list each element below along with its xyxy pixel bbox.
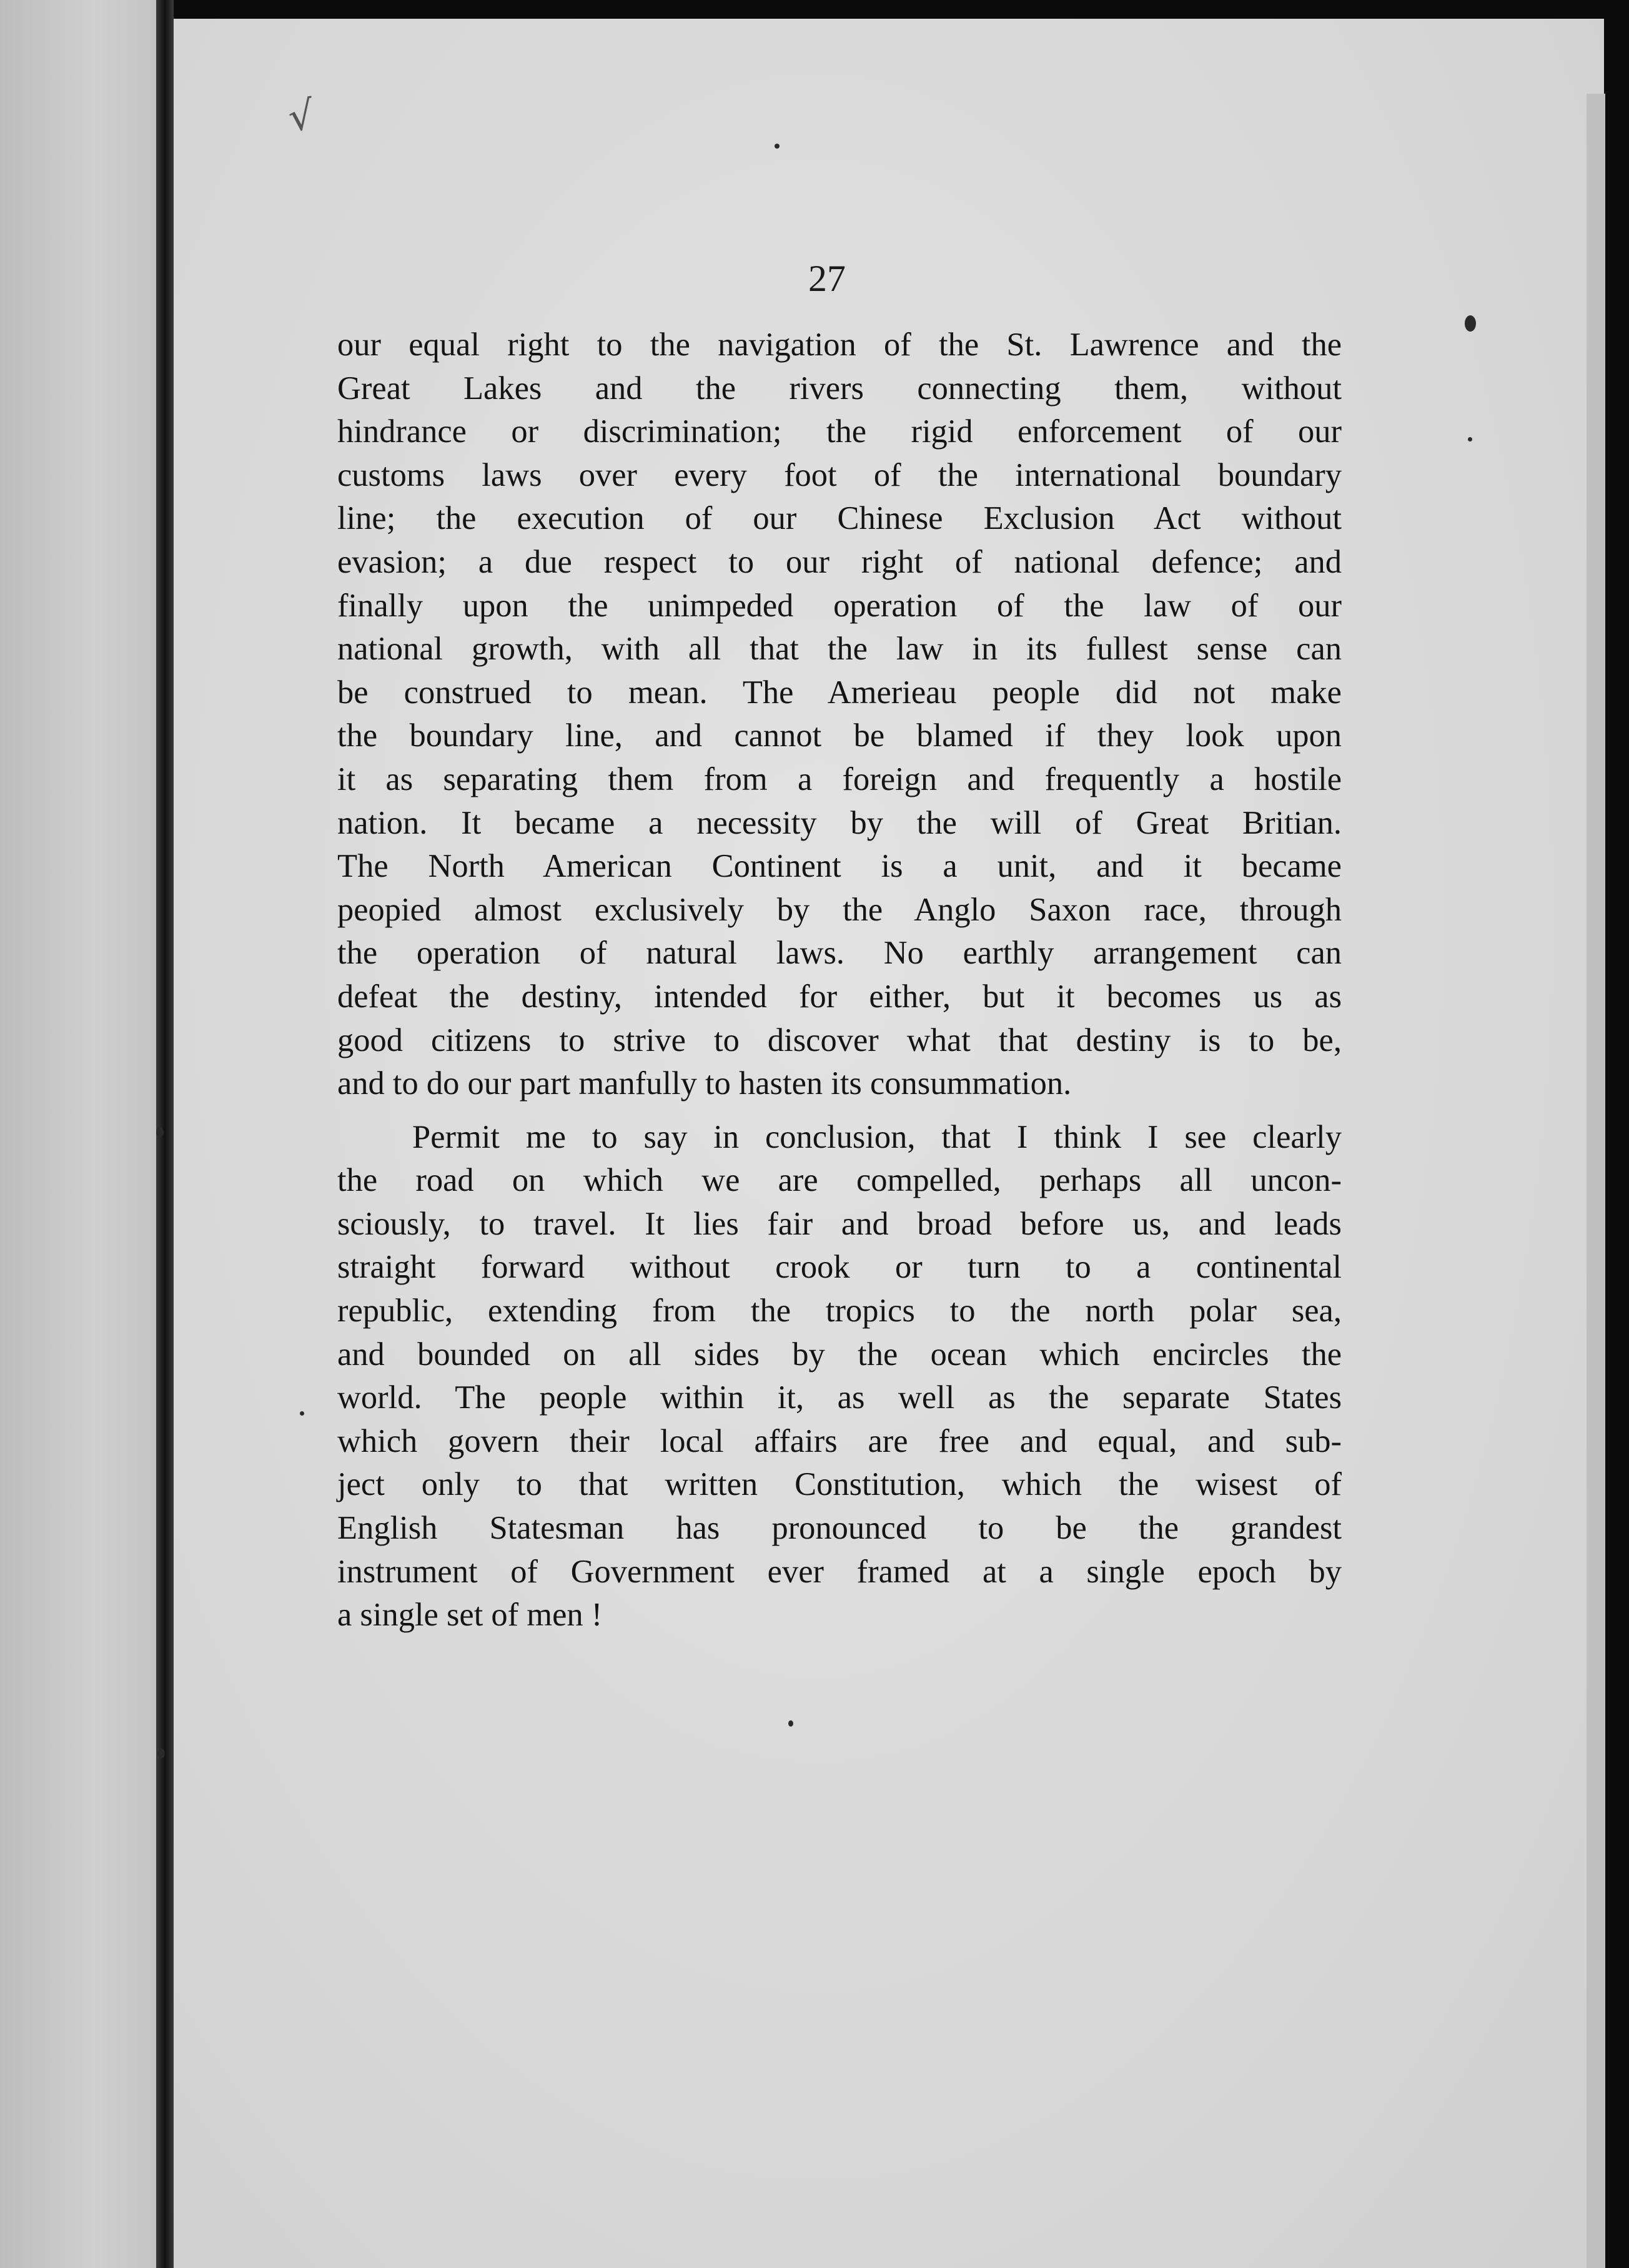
text-line: and to do our part manfully to hasten its consummation. xyxy=(337,1065,1072,1102)
scan-speck xyxy=(156,1127,164,1137)
text-line: straight forward without crook or turn to a continental xyxy=(337,1249,1342,1286)
scan-speck xyxy=(1468,437,1472,441)
text-line: evasion; a due respect to our right of national defence; and xyxy=(337,543,1342,580)
text-line: which govern their local affairs are free and equal, and sub- xyxy=(337,1422,1342,1459)
scan-speck xyxy=(775,144,780,149)
facing-page-edge xyxy=(0,0,156,2268)
text-line: good citizens to strive to discover what that destiny is to be, xyxy=(337,1022,1342,1058)
text-line: world. The people within it, as well as the separate States xyxy=(337,1379,1342,1416)
text-line: instrument of Government ever framed at a single epoch by xyxy=(337,1553,1342,1590)
text-line: our equal right to the navigation of the St. Lawrence and the xyxy=(337,327,1342,363)
text-line: Permit me to say in conclusion, that I think I see clearly xyxy=(412,1118,1342,1155)
text-line: ject only to that written Constitution, which the wisest of xyxy=(337,1466,1342,1503)
text-line: the operation of natural laws. No earthly arrangement can xyxy=(337,935,1342,972)
text-line: the boundary line, and cannot be blamed if they look upon xyxy=(337,717,1342,754)
text-line: and bounded on all sides by the ocean which encircles the xyxy=(337,1336,1342,1373)
text-line: the road on which we are compelled, perhaps all uncon- xyxy=(337,1162,1342,1199)
paragraph-2 xyxy=(337,1116,1342,1637)
text-line: be construed to mean. The Amerieau people did not make xyxy=(337,674,1342,711)
text-line: peopied almost exclusively by the Anglo Saxon race, through xyxy=(337,891,1342,928)
text-line: The North American Continent is a unit, and it became xyxy=(337,848,1342,885)
text-line: republic, extending from the tropics to the north polar sea, xyxy=(337,1293,1342,1329)
text-line: English Statesman has pronounced to be the grandest xyxy=(337,1510,1342,1547)
scan-speck xyxy=(788,1720,793,1727)
text-line: finally upon the unimpeded operation of the law of our xyxy=(337,587,1342,624)
scan-speck xyxy=(157,1748,165,1758)
text-line: Great Lakes and the rivers connecting them, without xyxy=(337,370,1342,407)
text-line: line; the execution of our Chinese Exclusion Act without xyxy=(337,500,1342,537)
paragraph-1 xyxy=(337,323,1342,1106)
scan-speck xyxy=(1465,315,1476,332)
text-line: nation. It became a necessity by the will of Great Britian. xyxy=(337,804,1342,841)
page-right-edge xyxy=(1587,94,1605,2268)
text-line: national growth, with all that the law in its fullest sense can xyxy=(337,631,1342,668)
text-line: it as separating them from a foreign and frequently a hostile xyxy=(337,761,1342,797)
margin-check-mark: √ xyxy=(285,92,317,142)
scan-speck xyxy=(300,1411,304,1416)
text-line: hindrance or discrimination; the rigid enforcement of our xyxy=(337,413,1342,450)
page-number: 27 xyxy=(808,258,846,299)
text-line: sciously, to travel. It lies fair and broad before us, and leads xyxy=(337,1205,1342,1242)
text-line: customs laws over every foot of the international boundary xyxy=(337,456,1342,493)
body-text xyxy=(337,323,1342,1637)
text-line: defeat the destiny, intended for either, but it becomes us as xyxy=(337,978,1342,1015)
text-line: a single set of men ! xyxy=(337,1597,603,1634)
